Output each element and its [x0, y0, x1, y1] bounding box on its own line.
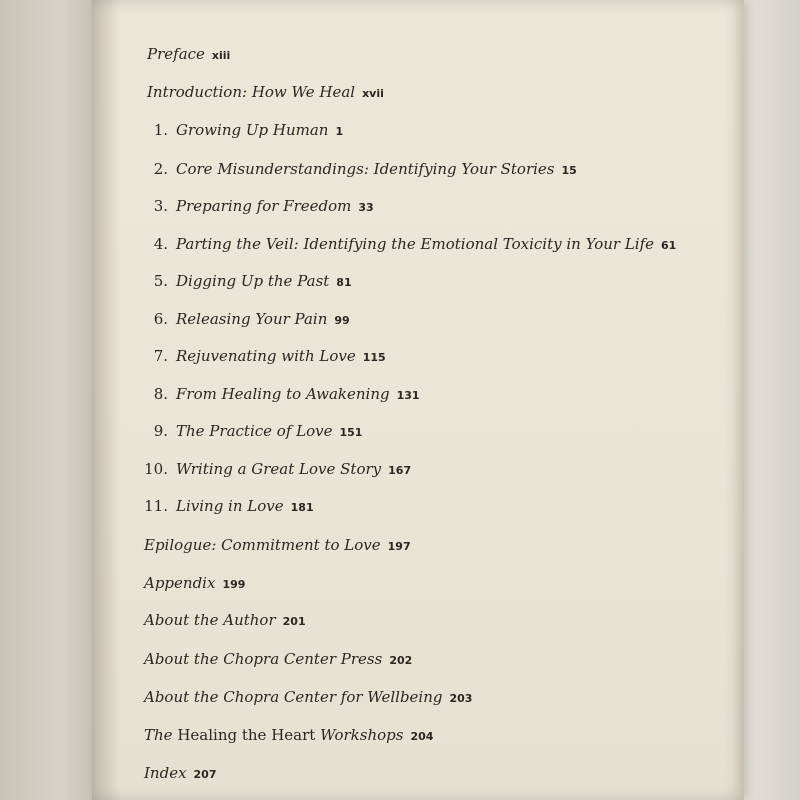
toc-page-number: 204 — [410, 730, 434, 743]
chapter-number: 6. — [153, 310, 168, 328]
toc-entry-chapter-3 — [142, 197, 374, 217]
toc-title: Releasing Your Pain — [176, 310, 328, 328]
toc-title: Growing Up Human — [176, 121, 329, 139]
chapter-number: 5. — [153, 272, 168, 290]
toc-entry-about-wellbeing — [144, 688, 472, 708]
toc-entry-introduction — [147, 83, 384, 103]
toc-title: Core Misunderstandings: Identifying Your Stories — [176, 160, 555, 178]
toc-entry-chapter-2 — [142, 160, 577, 180]
toc-title: About the Chopra Center for Wellbeing — [144, 688, 443, 706]
toc-entry-about-press — [144, 650, 412, 670]
toc-entry-chapter-4 — [142, 235, 676, 255]
toc-title-part: The — [144, 726, 173, 744]
toc-entry-chapter-9 — [142, 422, 362, 442]
page-gutter-shadow — [92, 0, 120, 800]
toc-title: From Healing to Awakening — [176, 385, 390, 403]
chapter-number: 4. — [153, 235, 168, 253]
toc-page-number: 33 — [358, 201, 374, 214]
toc-page-number: 1 — [335, 125, 344, 138]
toc-title: Living in Love — [176, 497, 284, 515]
toc-page-number: 207 — [193, 768, 217, 781]
toc-page-number: 151 — [339, 426, 363, 439]
toc-title-part: Healing the Heart — [177, 726, 316, 744]
chapter-number: 2. — [153, 160, 168, 178]
toc-title: Appendix — [144, 574, 216, 592]
toc-entry-chapter-5 — [142, 272, 352, 292]
toc-title: Preparing for Freedom — [176, 197, 352, 215]
toc-entry-preface — [147, 45, 230, 65]
toc-entry-workshops — [144, 726, 433, 746]
toc-page-number: 181 — [290, 501, 314, 514]
chapter-number: 7. — [153, 347, 168, 365]
chapter-number: 10. — [144, 460, 168, 478]
toc-page-number: xiii — [211, 49, 231, 62]
chapter-number: 9. — [153, 422, 168, 440]
toc-title: The Practice of Love — [176, 422, 333, 440]
toc-title: Epilogue: Commitment to Love — [144, 536, 381, 554]
toc-entry-chapter-10 — [142, 460, 411, 480]
toc-entry-appendix — [144, 574, 245, 594]
toc-title: Digging Up the Past — [176, 272, 330, 290]
chapter-number: 11. — [144, 497, 168, 515]
toc-entry-chapter-8 — [142, 385, 420, 405]
toc-title: About the Author — [144, 611, 276, 629]
background-surface — [740, 0, 800, 800]
toc-page-number: 131 — [396, 389, 420, 402]
chapter-number: 8. — [153, 385, 168, 403]
toc-entry-chapter-6 — [142, 310, 350, 330]
toc-title: Index — [144, 764, 187, 782]
toc-page-number: 61 — [661, 239, 677, 252]
toc-entry-chapter-7 — [142, 347, 386, 367]
toc-page-number: 167 — [388, 464, 412, 477]
toc-title: Parting the Veil: Identifying the Emotional Toxicity in Your Life — [176, 235, 655, 253]
toc-entry-epilogue — [144, 536, 411, 556]
toc-page-number: 99 — [334, 314, 350, 327]
contents-page — [92, 0, 744, 800]
toc-title: About the Chopra Center Press — [144, 650, 383, 668]
toc-title: Preface — [147, 45, 205, 63]
toc-page-number: 199 — [222, 578, 246, 591]
toc-entry-index — [144, 764, 217, 784]
toc-entry-chapter-1 — [142, 121, 343, 141]
chapter-number: 3. — [153, 197, 168, 215]
toc-page-number: 201 — [282, 615, 306, 628]
toc-entry-about-author — [144, 611, 306, 631]
chapter-number: 1. — [153, 121, 168, 139]
toc-title: Writing a Great Love Story — [176, 460, 382, 478]
toc-title: Rejuvenating with Love — [176, 347, 356, 365]
toc-page-number: 115 — [362, 351, 386, 364]
toc-page-number: 15 — [561, 164, 577, 177]
toc-page-number: 203 — [449, 692, 473, 705]
toc-title: Introduction: How We Heal — [147, 83, 356, 101]
toc-page-number: 81 — [336, 276, 352, 289]
toc-page-number: 197 — [387, 540, 411, 553]
toc-entry-chapter-11 — [142, 497, 314, 517]
toc-title-part: Workshops — [320, 726, 404, 744]
toc-page-number: xvii — [362, 87, 384, 100]
toc-page-number: 202 — [389, 654, 413, 667]
